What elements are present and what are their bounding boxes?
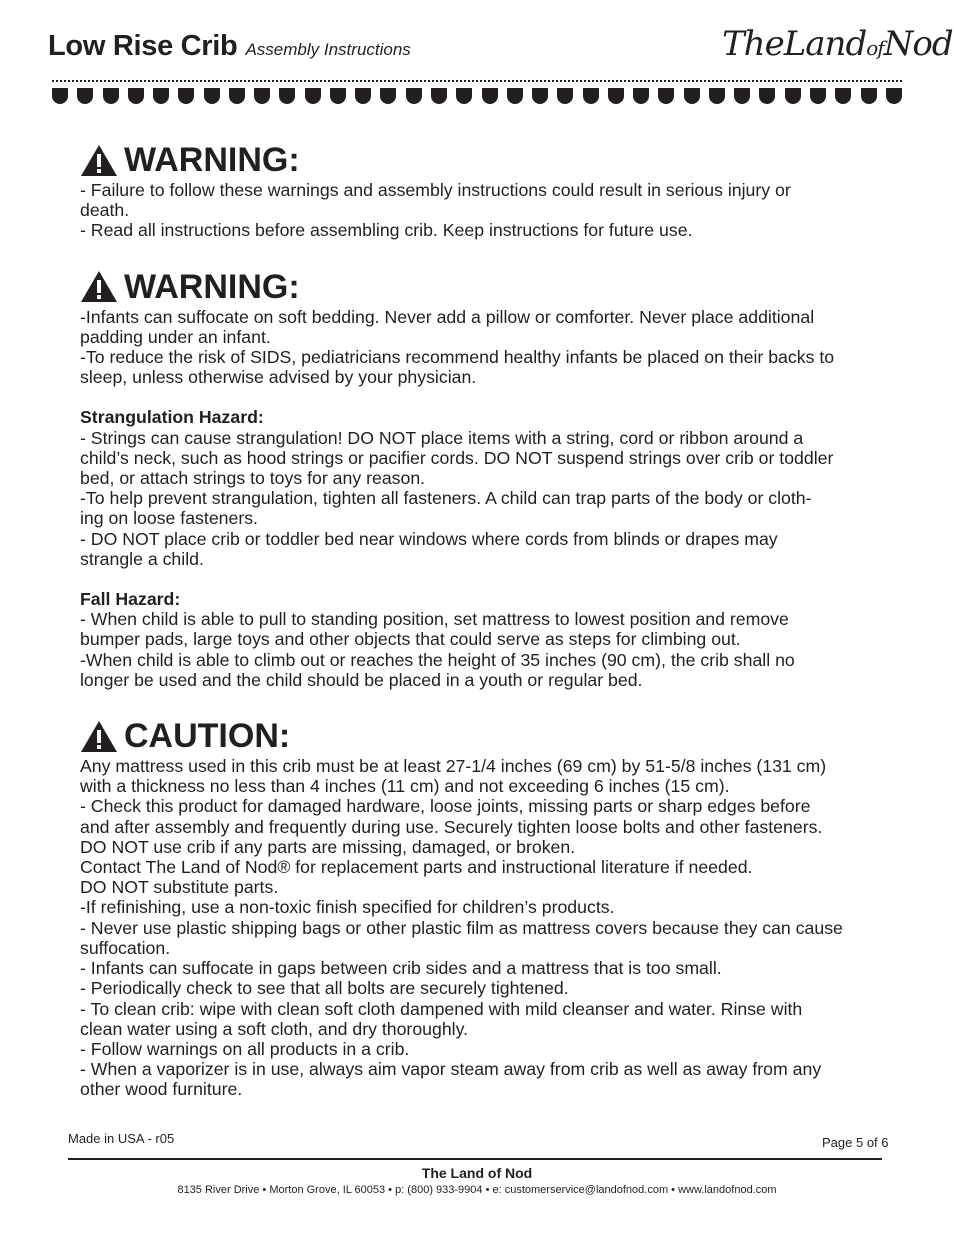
scallop-shape [810,88,826,104]
scallop-shape [380,88,396,104]
scallop-shape [684,88,700,104]
warning-1-text [80,180,890,241]
scallop-shape [305,88,321,104]
caution-text [80,756,890,1099]
warning-section-2 [80,267,890,690]
text-line: and after assembly and frequently during use. Securely tighten loose bolts and other fasteners. [80,816,823,837]
text-line: other wood furniture. [80,1079,243,1100]
text-line: - Failure to follow these warnings and assembly instructions could result in serious injury or [80,180,791,200]
text-line: -To help prevent strangulation, tighten all fasteners. A child can trap parts of the body or cloth- [80,488,812,509]
text-line: death. [80,200,130,221]
warning-heading-2 [80,267,890,307]
text-line: - When child is able to pull to standing position, set mattress to lowest position and remove [80,609,789,630]
scallop-shape [77,88,93,104]
scallop-shape [52,88,68,104]
text-line: ing on loose fasteners. [80,508,258,529]
scallop-shape [178,88,194,104]
scallop-shape [254,88,270,104]
scallop-shape [557,88,573,104]
main-content [80,140,890,1100]
product-name: Low Rise Crib [48,30,238,62]
scallop-shape [128,88,144,104]
text-line: suffocation. [80,937,171,958]
scallop-shape [709,88,725,104]
text-line: bumper pads, large toys and other objects that could serve as steps for climbing out. [80,629,741,650]
scallop-shape [355,88,371,104]
scallop-shape [886,88,902,104]
text-line: - Check this product for damaged hardware, loose joints, missing parts or sharp edges before [80,796,811,817]
scallop-shape [861,88,877,104]
warning-heading-text-1: WARNING: [124,141,300,179]
strangulation-hazard-text [80,428,890,569]
document-subtitle: Assembly Instructions [245,40,411,59]
text-line: DO NOT substitute parts. [80,877,279,898]
scallop-shape [456,88,472,104]
page-number: Page 5 of 6 [822,1135,889,1150]
warning-heading-text-2: WARNING: [124,267,300,306]
text-line: Any mattress used in this crib must be at least 27-1/4 inches (69 cm) by 51-5/8 inches (131 cm) [80,756,827,777]
scallop-shape [330,88,346,104]
warning-2-text [80,307,890,388]
scallop-shape [583,88,599,104]
scallop-shape [532,88,548,104]
scallop-shape [482,88,498,104]
scallop-shape [759,88,775,104]
scallop-shape [785,88,801,104]
fall-hazard-title: Fall Hazard: [80,589,181,610]
land-of-nod-logo [722,24,953,64]
caution-heading [80,716,890,756]
text-line: -If refinishing, use a non-toxic finish specified for children’s products. [80,897,615,918]
text-line: DO NOT use crib if any parts are missing, damaged, or broken. [80,836,576,857]
text-line: padding under an infant. [80,326,271,347]
caution-heading-text: CAUTION: [124,717,291,756]
warning-section-1 [80,140,890,241]
logo-of: of [866,36,884,60]
scallop-shape [204,88,220,104]
scallop-shape [734,88,750,104]
text-line: - To clean crib: wipe with clean soft cloth dampened with mild cleanser and water. Rinse with [80,998,803,1019]
scallop-shape [633,88,649,104]
text-line: -When child is able to climb out or reaches the height of 35 inches (90 cm), the crib shall no [80,649,795,670]
text-line: -To reduce the risk of SIDS, pediatricians recommend healthy infants be placed on their backs to [80,347,835,368]
warning-triangle-icon [80,270,118,303]
text-line: - Infants can suffocate in gaps between crib sides and a mattress that is too small. [80,958,722,979]
scallop-shape [608,88,624,104]
text-line: - Never use plastic shipping bags or other plastic film as mattress covers because they can cause [80,917,843,938]
fall-hazard-text [80,609,890,690]
text-line: - Read all instructions before assembling crib. Keep instructions for future use. [80,220,693,241]
text-line: - DO NOT place crib or toddler bed near windows where cords from blinds or drapes may [80,528,778,549]
scallop-shape [229,88,245,104]
text-line: strangle a child. [80,548,204,569]
footer-address: 8135 River Drive • Morton Grove, IL 60053 • p: (800) 933-9904 • e: customerservice@landofnod.com • www.landofnod.com [177,1184,777,1196]
text-line: - When a vaporizer is in use, always aim vapor steam away from crib as well as away from any [80,1059,822,1080]
footer-rule [68,1158,882,1160]
warning-triangle-icon [80,720,118,753]
text-line: with a thickness no less than 4 inches (11 cm) and not exceeding 6 inches (15 cm). [80,776,730,797]
warning-triangle-icon [80,144,118,177]
text-line: longer be used and the child should be placed in a youth or regular bed. [80,669,643,690]
caution-section [80,716,890,1099]
text-line: - Strings can cause strangulation! DO NOT place items with a string, cord or ribbon around a [80,427,804,448]
text-line: Contact The Land of Nod® for replacement parts and instructional literature if needed. [80,857,753,878]
text-line: bed, or attach strings to toys for any reason. [80,468,426,489]
scallop-shape [406,88,422,104]
scallop-shape [279,88,295,104]
scallop-border [52,88,902,104]
scallop-shape [153,88,169,104]
text-line: - Periodically check to see that all bolts are securely tightened. [80,978,569,999]
text-line: child’s neck, such as hood strings or pacifier cords. DO NOT suspend strings over crib or toddler [80,447,834,468]
text-line: sleep, unless otherwise advised by your physician. [80,367,477,388]
footer-company: The Land of Nod [421,1165,533,1181]
strangulation-hazard-title: Strangulation Hazard: [80,407,264,428]
logo-nod: Nod [883,24,953,64]
scallop-shape [507,88,523,104]
text-line: -Infants can suffocate on soft bedding. Never add a pillow or comforter. Never place additional [80,306,815,327]
scallop-shape [835,88,851,104]
text-line: - Follow warnings on all products in a crib. [80,1038,410,1059]
header-dotted-rule [52,80,902,82]
document-title [48,30,411,63]
scallop-shape [658,88,674,104]
text-line: clean water using a soft cloth, and dry thoroughly. [80,1018,469,1039]
scallop-shape [103,88,119,104]
logo-the: The [722,24,784,64]
warning-heading-1 [80,140,890,180]
scallop-shape [431,88,447,104]
made-in-usa: Made in USA - r05 [68,1131,175,1146]
logo-land: Land [783,24,867,64]
